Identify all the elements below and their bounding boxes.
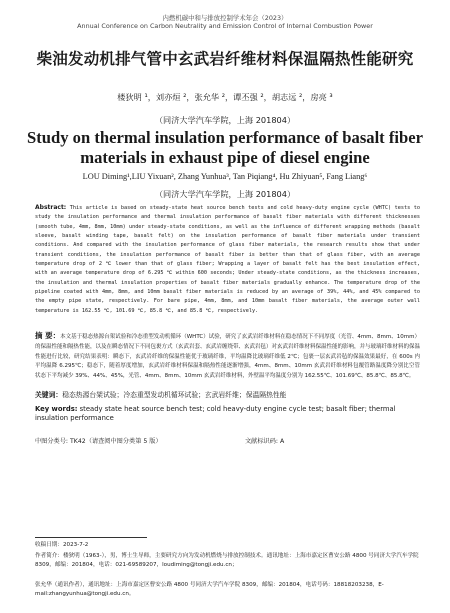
abstract-cn-label: 摘 要： bbox=[35, 331, 61, 340]
keywords-cn-text: 稳态热源台架试验；冷态重型发动机循环试验；玄武岩纤维；保温隔热性能 bbox=[62, 391, 287, 399]
footnote-author-bio: 作者简介：楼狄明（1963-），男，博士生导师，主要研究方向为发动机燃烧与排放控制技术。通讯地址：上海市嘉定区曹安公路 4800 号同济大学汽车学院 8309，邮编：201804，电话：021-69589207，loudiming@tongji.edu.cn； bbox=[35, 553, 419, 568]
conference-header-en: Annual Conference on Carbon Neutrality and Emission Control of Internal Combustion Power bbox=[77, 22, 373, 30]
affiliation-cn: （同济大学汽车学院，上海 201804） bbox=[154, 115, 296, 125]
author-list-cn: 楼狄明 ¹，刘亦烜 ²，张允华 ²，谭丕强 ²，胡志远 ²，房亮 ³ bbox=[117, 92, 333, 102]
abstract-en-text: This article is based on steady-state heat source bench tests and cold heavy-duty engine cycle (WHTC) tests to study the insulation performance and thermal insulation performance of basalt fiber materials with different thicknesses (smooth tube, 4mm, 8mm, 10mm) under steady-state conditions, as well as the influence of different wrapping methods (basalt sleeve, basalt winding tape, basalt felt) on the insulation performance of basalt fiber materials under transient conditions. And compared with the insulation performance of glass fiber materials, the research results show that under transient conditions, the insulation performance of basalt fiber is better than that of glass fiber, with an average temperature drop of 2 ℃ lower than that of glass fiber; Wrapping a layer of basalt felt has the best insulation effect, with an average temperature drop of 6.295 ℃ within 600 seconds; Under steady-state conditions, as the thickness increases, the insulation and thermal insulation properties of basalt fiber materials gradually enhance. The temperature drop of the pipeline coated with 4mm, 8mm, and 10mm basalt fiber materials is reduced by an average of 39%, 44%, and 45% compared to the empty pipe state, respectively. For bare pipe, 4mm, 8mm, and 10mm basalt fiber materials, the average outer wall temperature is 162.55 ℃, 101.69 ℃, 85.8 ℃, and 85.8 ℃, respectively. bbox=[35, 205, 420, 314]
keywords-en-label: Key words: bbox=[35, 405, 78, 413]
footnote-corresponding: 张允华（通讯作者），通讯地址：上海市嘉定区曹安公路 4800 号同济大学汽车学院 8309，邮编：201804，电话号码：18818203238，E-mail:zhangyunhua@tongji.edu.cn。 bbox=[35, 582, 384, 597]
footnote-received: 收稿日期：2023-7-2 bbox=[35, 542, 89, 548]
document-code: 文献标识码: A bbox=[245, 438, 285, 445]
keywords-cn bbox=[35, 391, 420, 400]
paper-title-en: Study on thermal insulation performance of basalt fiber materials in exhaust pipe of diesel engine bbox=[27, 128, 423, 167]
keywords-cn-label: 关键词： bbox=[35, 391, 63, 399]
footnote-divider bbox=[35, 537, 147, 538]
paper-title-cn: 柴油发动机排气管中玄武岩纤维材料保温隔热性能研究 bbox=[36, 50, 414, 68]
affiliation-cn-secondary: （同济大学汽车学院，上海 201804） bbox=[154, 189, 296, 199]
conference-header-cn: 内燃机碳中和与排放控制学术年会（2023） bbox=[162, 14, 288, 22]
abstract-en-label: Abstract: bbox=[35, 204, 67, 211]
abstract-cn bbox=[35, 331, 420, 382]
classification-number: 中图分类号: TK42（请查阅中图分类第 5 版） bbox=[35, 438, 162, 445]
abstract-en bbox=[35, 203, 420, 316]
author-list-en: LOU Diming¹,LIU Yixuan², Zhang Yunhua³, Tan Piqiang⁴, Hu Zhiyuan⁵, Fang Liang⁶ bbox=[82, 172, 368, 181]
keywords-en bbox=[35, 405, 420, 423]
abstract-cn-text: 本文基于稳态热源台架试验和冷态重型发动机循环（WHTC）试验，研究了玄武岩纤维材料在稳态情况下不同厚度（光管、4mm、8mm、10mm）的保温性能和隔热性能，以及在瞬态情况下不同包裹方式（玄武岩套、玄武岩缠绕带、玄武岩毡）对玄武岩纤维材料保温性能的影响，并与玻璃纤维材料的保温性能进行比较，研究结果表明：瞬态下，玄武岩纤维的保温性能优于玻璃纤维，平均温降比玻璃纤维低 2℃；包裹一层玄武岩毡的保温效果最好，在 600s 内平均温降 6.295℃；稳态下，随着厚度增加，玄武岩纤维材料保温和隔热性能逐渐增强，4mm、8mm、10mm 玄武岩纤维材料包覆管路温度降分别比空管状态下平均减少 39%、44%、45%，光管、4mm、8mm、10mm 玄武岩纤维材料，外壁温平均温度分别为 162.55℃、101.69℃、85.8℃、85.8℃。 bbox=[35, 334, 421, 380]
keywords-en-text: steady state heat source bench test; cold heavy-duty engine cycle test; basalt fiber; thermal insulation performance bbox=[35, 405, 396, 423]
